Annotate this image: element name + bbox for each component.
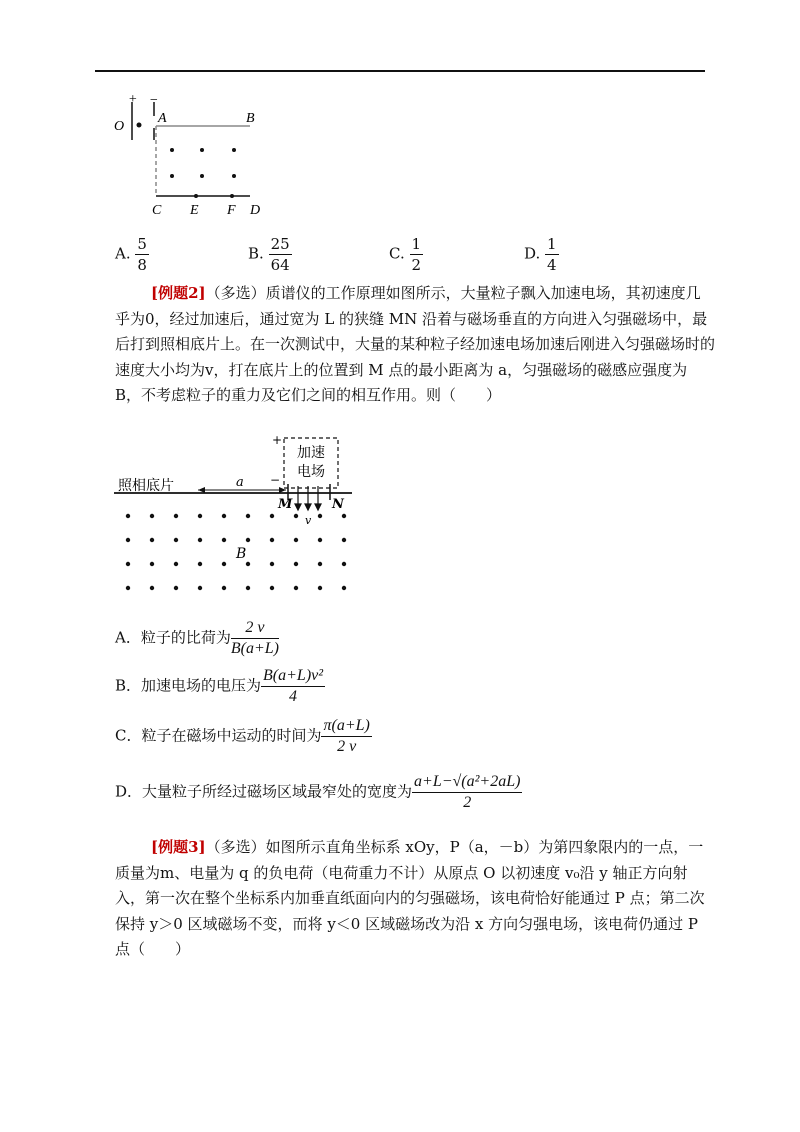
field-dot [150,514,154,518]
fraction-numerator: 1 [547,235,557,253]
fig2-minus: − [270,473,281,487]
field-dot [270,538,274,542]
q1-option-d [524,234,559,275]
option-d-text: D．大量粒子所经过磁场区域最窄处的宽度为 [115,782,413,801]
field-dot [170,174,174,178]
option-fraction [135,234,149,275]
field-dot [270,514,274,518]
fig1-label-O: O [114,119,125,134]
example-3-tag: [例题3] [151,838,206,856]
figure-1-diagram [110,92,280,222]
fraction-numerator: π(a+L) [321,716,371,737]
field-dot [342,586,346,590]
label-M: M [278,497,293,512]
fraction-denominator: 2 [463,794,472,811]
field-dot [270,562,274,566]
box-text-1: 加速 [297,445,325,461]
option-d-fraction [412,772,522,813]
option-b-text: B．加速电场的电压为 [115,676,262,695]
example-3-paragraph [115,835,715,963]
option-a-fraction [231,618,279,659]
point-F [230,194,234,198]
header-rule [95,70,705,72]
fraction-denominator: 8 [137,256,147,274]
fig2-plus: + [272,434,283,447]
field-dot [174,538,178,542]
fig1-label-E: E [190,203,199,218]
field-dot [198,586,202,590]
q2-option-a [115,618,279,659]
fraction-denominator: B(a+L) [230,640,279,657]
fraction-numerator: a+L−√(a²+2aL) [412,772,522,793]
field-dot [198,514,202,518]
field-dot [270,586,274,590]
fig1-label-A: A [158,111,167,126]
field-dot [222,514,226,518]
field-dot [294,538,298,542]
option-c-text: C．粒子在磁场中运动的时间为 [115,726,322,745]
point-E [194,194,198,198]
fraction-numerator: B(a+L)v² [261,666,325,687]
fraction-denominator: 64 [270,256,290,274]
fig1-minus: − [149,93,159,108]
field-dot [150,586,154,590]
q2-option-c [115,716,372,757]
field-dot [174,586,178,590]
fraction-denominator: 2 [411,256,422,274]
fig1-label-F: F [227,203,236,218]
arrowhead [305,504,311,510]
field-dot [222,538,226,542]
field-dot [246,538,250,542]
fraction-denominator: 4 [547,256,557,274]
option-c-fraction [321,716,371,757]
field-dot [222,562,226,566]
option-letter: B. [248,244,264,263]
field-dot [246,586,250,590]
fraction-numerator: 2 v [231,618,279,639]
field-dot [150,562,154,566]
field-dot [294,562,298,566]
field-dot [232,148,236,152]
label-v: v [305,514,312,527]
fig1-label-D: D [250,203,261,218]
field-dot [342,538,346,542]
option-fraction [545,234,559,275]
field-dot [294,514,298,518]
field-dot [200,148,204,152]
field-dot [318,562,322,566]
field-dots-1 [170,148,236,178]
option-letter: C. [389,244,405,263]
velocity-arrows [295,486,321,510]
field-dot [342,562,346,566]
example-2-paragraph [115,281,715,409]
option-a-text: A．粒子的比荷为 [115,628,231,647]
label-B: B [236,546,247,562]
arrowhead [295,504,301,510]
field-dot [174,514,178,518]
fraction-numerator: 1 [411,235,422,253]
fraction-numerator: 25 [270,235,290,253]
field-dot [126,538,130,542]
figure-2-diagram [112,434,372,604]
field-dot [126,514,130,518]
q2-option-b [115,666,325,707]
q2-option-d [115,772,522,813]
arrowhead [315,504,321,510]
field-dot [246,514,250,518]
distance-a-label: a [236,475,244,490]
field-dot [198,562,202,566]
field-dot [126,586,130,590]
field-dot [318,514,322,518]
fig1-label-B: B [246,111,255,126]
option-letter: A. [115,244,131,263]
field-dot [200,174,204,178]
fraction-denominator: 4 [289,688,298,705]
fraction-numerator: 5 [137,235,147,253]
example-2-tag: [例题2] [151,284,206,302]
q1-option-a [115,234,149,275]
field-dot [198,538,202,542]
example-2-text: （多选）质谱仪的工作原理如图所示，大量粒子飘入加速电场，其初速度几乎为0，经过加速后，通过宽为 L 的狭缝 MN 沿着与磁场垂直的方向进入匀强磁场中，最后打到照相底片上。在一次测试中，大量的某种粒子经加速电场加速后刚进入匀强磁场时的速度大小均为v，打在底片上的位置到 M 点的最小距离为 a，匀强磁场的磁感应强度为 B，不考虑粒子的重力及它们之间的相互作用。则（ ） [115,284,716,404]
label-N: N [332,497,344,512]
field-dot [318,586,322,590]
field-dot [318,538,322,542]
example-3-text: （多选）如图所示直角坐标系 xOy，P（a，－b）为第四象限内的一点，一质量为m、电量为 q 的负电荷（电荷重力不计）从原点 O 以初速度 v₀沿 y 轴正方向射入，第一次在整个坐标系内加垂直纸面向内的匀强磁场，该电荷恰好能通过 P 点；第二次保持 y＞0 区域磁场不变，而将 y＜0 区域磁场改为沿 x 方向匀强电场，该电荷仍通过 P 点（ ） [115,838,705,958]
fig1-label-C: C [152,203,162,218]
field-dot [342,514,346,518]
field-dot [150,538,154,542]
box-text-2: 电场 [297,464,325,480]
option-fraction [269,234,292,275]
field-dot [246,562,250,566]
field-dot [170,148,174,152]
field-dot [126,562,130,566]
field-dot [232,174,236,178]
fig1-plus: + [128,92,138,107]
option-b-fraction [261,666,325,707]
field-dot [174,562,178,566]
q1-option-c [389,234,423,275]
field-dot [222,586,226,590]
fraction-denominator: 2 v [337,738,357,755]
film-label: 照相底片 [118,478,174,494]
option-fraction [410,234,424,275]
option-letter: D. [524,244,541,263]
particle-source-O [137,123,142,128]
field-dot [294,586,298,590]
q1-option-b [248,234,292,275]
